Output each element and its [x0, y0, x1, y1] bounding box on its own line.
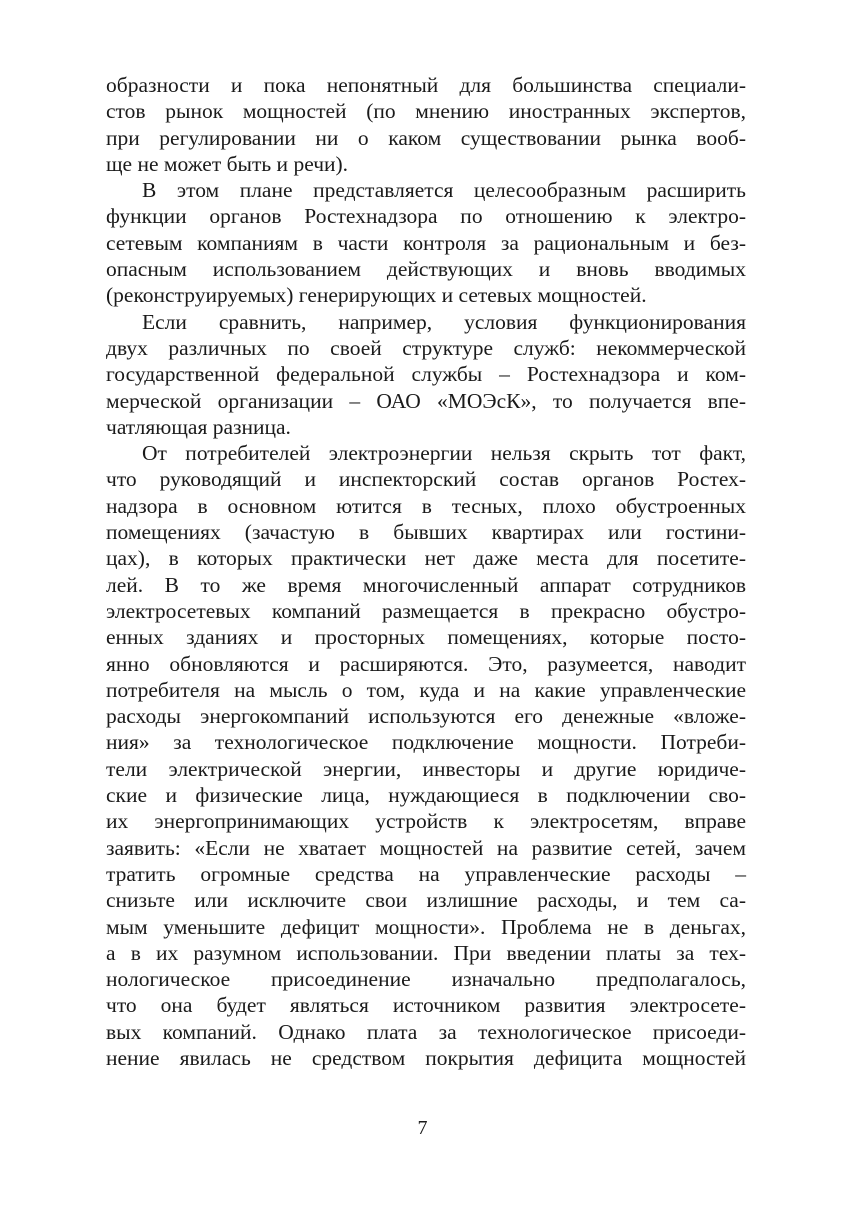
paragraph: [106, 177, 746, 308]
text-line: двух различных по своей структуре служб: некоммерческой: [106, 335, 746, 360]
paragraph: [106, 72, 746, 177]
text-line: надзора в основном ютится в тесных, плохо обустроенных: [106, 493, 746, 518]
text-line: ния» за технологическое подключение мощности. Потреби-: [106, 730, 746, 755]
paragraph: [106, 309, 746, 440]
text-line: функции органов Ростехнадзора по отношению к электро-: [106, 204, 746, 229]
text-line: цах), в которых практически нет даже места для посетите-: [106, 546, 746, 571]
body-text: [106, 72, 746, 1071]
text-line: потребителя на мысль о том, куда и на какие управленческие: [106, 677, 746, 702]
text-line: нологическое присоединение изначально предполагалось,: [106, 967, 746, 992]
paragraph: [106, 440, 746, 1071]
text-line: чатляющая разница.: [106, 414, 291, 439]
text-line: а в их разумном использовании. При введении платы за тех-: [106, 940, 746, 965]
text-line: расходы энергокомпаний используются его денежные «вложе-: [106, 704, 746, 729]
text-line: Если сравнить, например, условия функционирования: [142, 309, 746, 334]
text-line: тратить огромные средства на управленческие расходы –: [106, 861, 746, 886]
text-line: В этом плане представляется целесообразным расширить: [142, 178, 746, 203]
text-line: янно обновляются и расширяются. Это, разумеется, наводит: [106, 651, 746, 676]
text-line: От потребителей электроэнергии нельзя скрыть тот факт,: [142, 441, 746, 466]
text-line: сетевым компаниям в части контроля за рациональным и без-: [106, 230, 746, 255]
text-line: енных зданиях и просторных помещениях, которые посто-: [106, 625, 746, 650]
text-line: мерческой организации – ОАО «МОЭсК», то получается впе-: [106, 388, 746, 413]
text-line: снизьте или исключите свои излишние расходы, и тем са-: [106, 888, 746, 913]
page-number: 7: [417, 1117, 428, 1139]
text-line: что руководящий и инспекторский состав органов Ростех-: [106, 467, 746, 492]
text-line: помещениях (зачастую в бывших квартирах или гостини-: [106, 520, 746, 545]
text-line: стов рынок мощностей (по мнению иностранных экспертов,: [106, 99, 746, 124]
text-line: заявить: «Если не хватает мощностей на развитие сетей, зачем: [106, 835, 746, 860]
text-line: при регулировании ни о каком существовании рынка вооб-: [106, 125, 746, 150]
text-line: тели электрической энергии, инвесторы и другие юридиче-: [106, 756, 746, 781]
text-line: государственной федеральной службы – Ростехнадзора и ком-: [106, 362, 746, 387]
text-line: вых компаний. Однако плата за технологическое присоеди-: [106, 1019, 746, 1044]
text-line: их энергопринимающих устройств к электросетям, вправе: [106, 809, 746, 834]
text-line: мым уменьшите дефицит мощности». Проблема не в деньгах,: [106, 914, 746, 939]
text-line: лей. В то же время многочисленный аппарат сотрудников: [106, 572, 746, 597]
text-line: опасным использованием действующих и вновь вводимых: [106, 257, 746, 282]
text-line: (реконструируемых) генерирующих и сетевых мощностей.: [106, 283, 647, 308]
text-line: нение явилась не средством покрытия дефицита мощностей: [106, 1045, 746, 1070]
text-line: ские и физические лица, нуждающиеся в подключении сво-: [106, 783, 746, 808]
text-line: электросетевых компаний размещается в прекрасно обустро-: [106, 598, 746, 623]
text-line: что она будет являться источником развития электросете-: [106, 993, 746, 1018]
text-line: ще не может быть и речи).: [106, 151, 349, 176]
text-line: образности и пока непонятный для большинства специали-: [106, 73, 746, 97]
